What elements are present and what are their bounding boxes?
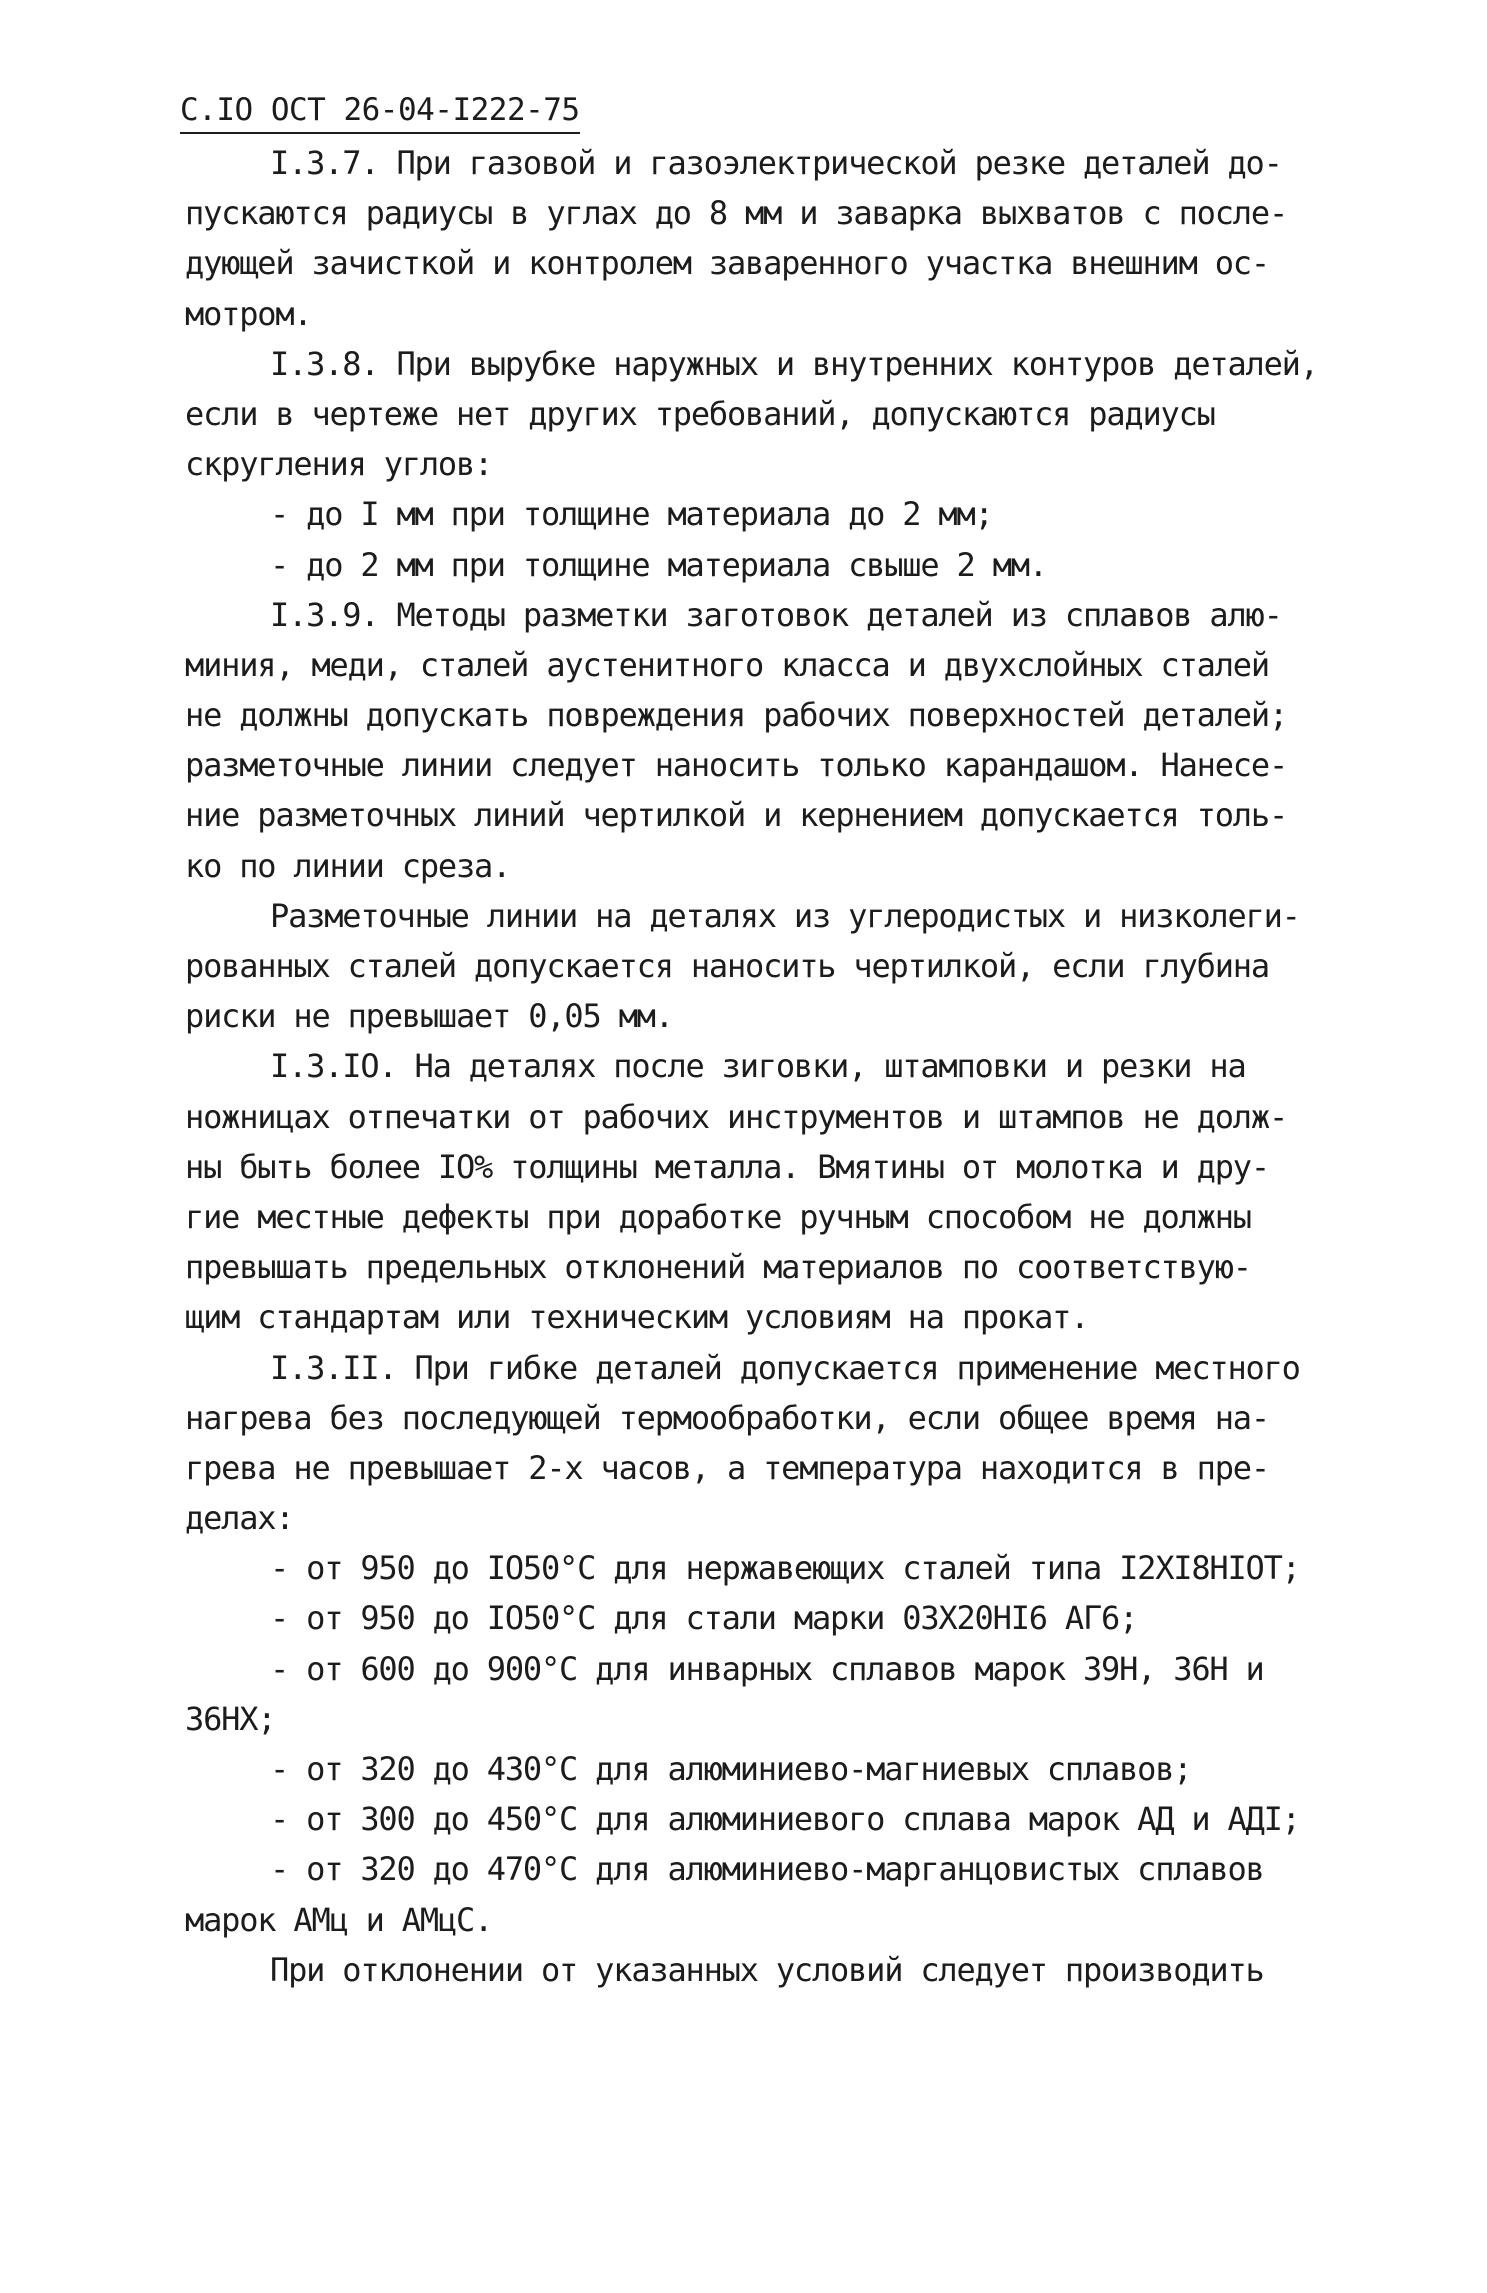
text-line: - от 950 до IO50°С для нержавеющих сталей типа I2XI8HIOT;: [270, 1549, 1300, 1588]
text-line: не должны допускать повреждения рабочих поверхностей деталей;: [185, 696, 1288, 735]
text-line: нагрева без последующей термообработки, если общее время на-: [185, 1398, 1269, 1437]
text-line: I.3.7. При газовой и газоэлектрической резке деталей до-: [270, 144, 1282, 182]
text-line: I.3.IO. На деталях после зиговки, штамповки и резки на: [270, 1047, 1246, 1086]
text-line: I.3.8. При вырубке наружных и внутренних контуров деталей,: [270, 344, 1318, 383]
text-line: гие местные дефекты при доработке ручным способом не должны: [185, 1197, 1251, 1236]
text-line: ножницах отпечатки от рабочих инструментов и штампов не долж-: [185, 1097, 1288, 1136]
text-line: щим стандартам или техническим условиям на прокат.: [185, 1298, 1089, 1337]
text-line: превышать предельных отклонений материалов по соответствую-: [185, 1248, 1251, 1287]
text-line: - от 600 до 900°С для инварных сплавов марок 39Н, 36Н и: [270, 1649, 1264, 1688]
text-line: ны быть более IO% толщины металла. Вмятины от молотка и дру-: [185, 1147, 1269, 1186]
text-line: 36НХ;: [185, 1699, 276, 1738]
text-line: - до 2 мм при толщине материала свыше 2 мм.: [270, 545, 1047, 584]
text-line: - до I мм при толщине материала до 2 мм;: [270, 495, 993, 534]
text-line: I.3.II. При гибке деталей допускается применение местного: [270, 1348, 1300, 1387]
text-line: мотром.: [185, 294, 312, 333]
text-line: марок АМц и АМцС.: [185, 1900, 493, 1939]
text-line: - от 320 до 430°С для алюминиево-магниевых сплавов;: [270, 1750, 1192, 1788]
text-line: I.3.9. Методы разметки заготовок деталей из сплавов алю-: [270, 595, 1282, 634]
text-line: ко по линии среза.: [185, 846, 511, 885]
text-line: - от 950 до IO50°С для стали марки 03Х20НI6 АГ6;: [270, 1599, 1138, 1638]
text-line: риски не превышает 0,05 мм.: [185, 997, 673, 1036]
text-line: - от 300 до 450°С для алюминиевого сплава марок АД и АДI;: [270, 1800, 1300, 1839]
text-line: рованных сталей допускается наносить чертилкой, если глубина: [185, 947, 1269, 985]
text-line: разметочные линии следует наносить только карандашом. Нанесе-: [185, 746, 1288, 785]
text-line: дующей зачисткой и контролем заваренного участка внешним ос-: [185, 244, 1269, 283]
text-line: делах:: [185, 1499, 294, 1538]
text-line: пускаются радиусы в углах до 8 мм и заварка выхватов с после-: [185, 194, 1288, 233]
text-line: если в чертеже нет других требований, допускаются радиусы: [185, 394, 1215, 433]
text-line: - от 320 до 470°С для алюминиево-марганцовистых сплавов: [270, 1850, 1264, 1889]
text-line: скругления углов:: [185, 445, 493, 484]
document-body: [185, 138, 1445, 1995]
text-line: миния, меди, сталей аустенитного класса и двухслойных сталей: [185, 645, 1269, 684]
text-line: ние разметочных линий чертилкой и кернением допускается толь-: [185, 796, 1288, 835]
text-line: При отклонении от указанных условий следует производить: [270, 1950, 1264, 1989]
text-line: Разметочные линии на деталях из углеродистых и низколеги-: [270, 896, 1300, 935]
page-header: С.IO ОСТ 26-04-I222-75: [180, 92, 580, 134]
text-line: грева не превышает 2-х часов, а температура находится в пре-: [185, 1448, 1269, 1487]
